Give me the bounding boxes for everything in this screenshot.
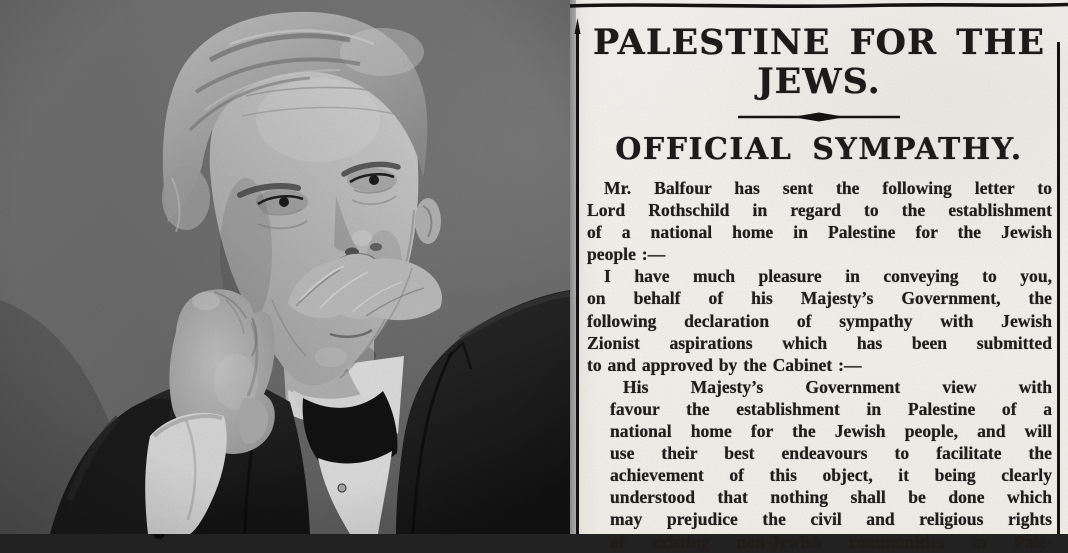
article-line: Lord Rothschild in regard to the establishment	[587, 200, 1052, 221]
article-line: favour the establishment in Palestine of a	[610, 398, 1052, 419]
subheadline: OFFICIAL SYMPATHY.	[615, 132, 1023, 167]
article-line: His Majesty’s Government view with	[623, 376, 1052, 397]
article-line: may prejudice the civil and religious rights	[610, 509, 1052, 530]
article-line: on behalf of his Majesty’s Government, the	[587, 288, 1052, 309]
article-line: understood that nothing shall be done which	[610, 487, 1052, 508]
article-line: achievement of this object, it being clearly	[610, 465, 1052, 486]
newspaper-clipping	[570, 0, 1068, 552]
article-line: of existing non-Jewish communities in Pale-	[610, 531, 1052, 552]
headline-line-2: JEWS.	[757, 61, 881, 102]
headline-line-1: PALESTINE FOR THE	[592, 22, 1046, 63]
article-line: use their best endeavours to facilitate the	[610, 443, 1052, 464]
article-line: of a national home in Palestine for the Jewish	[587, 222, 1052, 243]
article-line: Zionist aspirations which has been submitted	[587, 332, 1052, 353]
divider-rule-icon	[734, 110, 904, 124]
article-line: Mr. Balfour has sent the following letter to	[604, 178, 1052, 198]
article-line: I have much pleasure in conveying to you,	[604, 266, 1052, 287]
article-line: people :—	[587, 244, 666, 265]
headline-divider	[570, 110, 1068, 128]
article-body	[587, 177, 1052, 552]
article-line: national home for the Jewish people, and will	[610, 421, 1052, 442]
headline	[580, 23, 1058, 101]
article-line: following declaration of sympathy with Jewish	[587, 310, 1052, 331]
article-line: to and approved by the Cabinet :—	[587, 354, 862, 375]
